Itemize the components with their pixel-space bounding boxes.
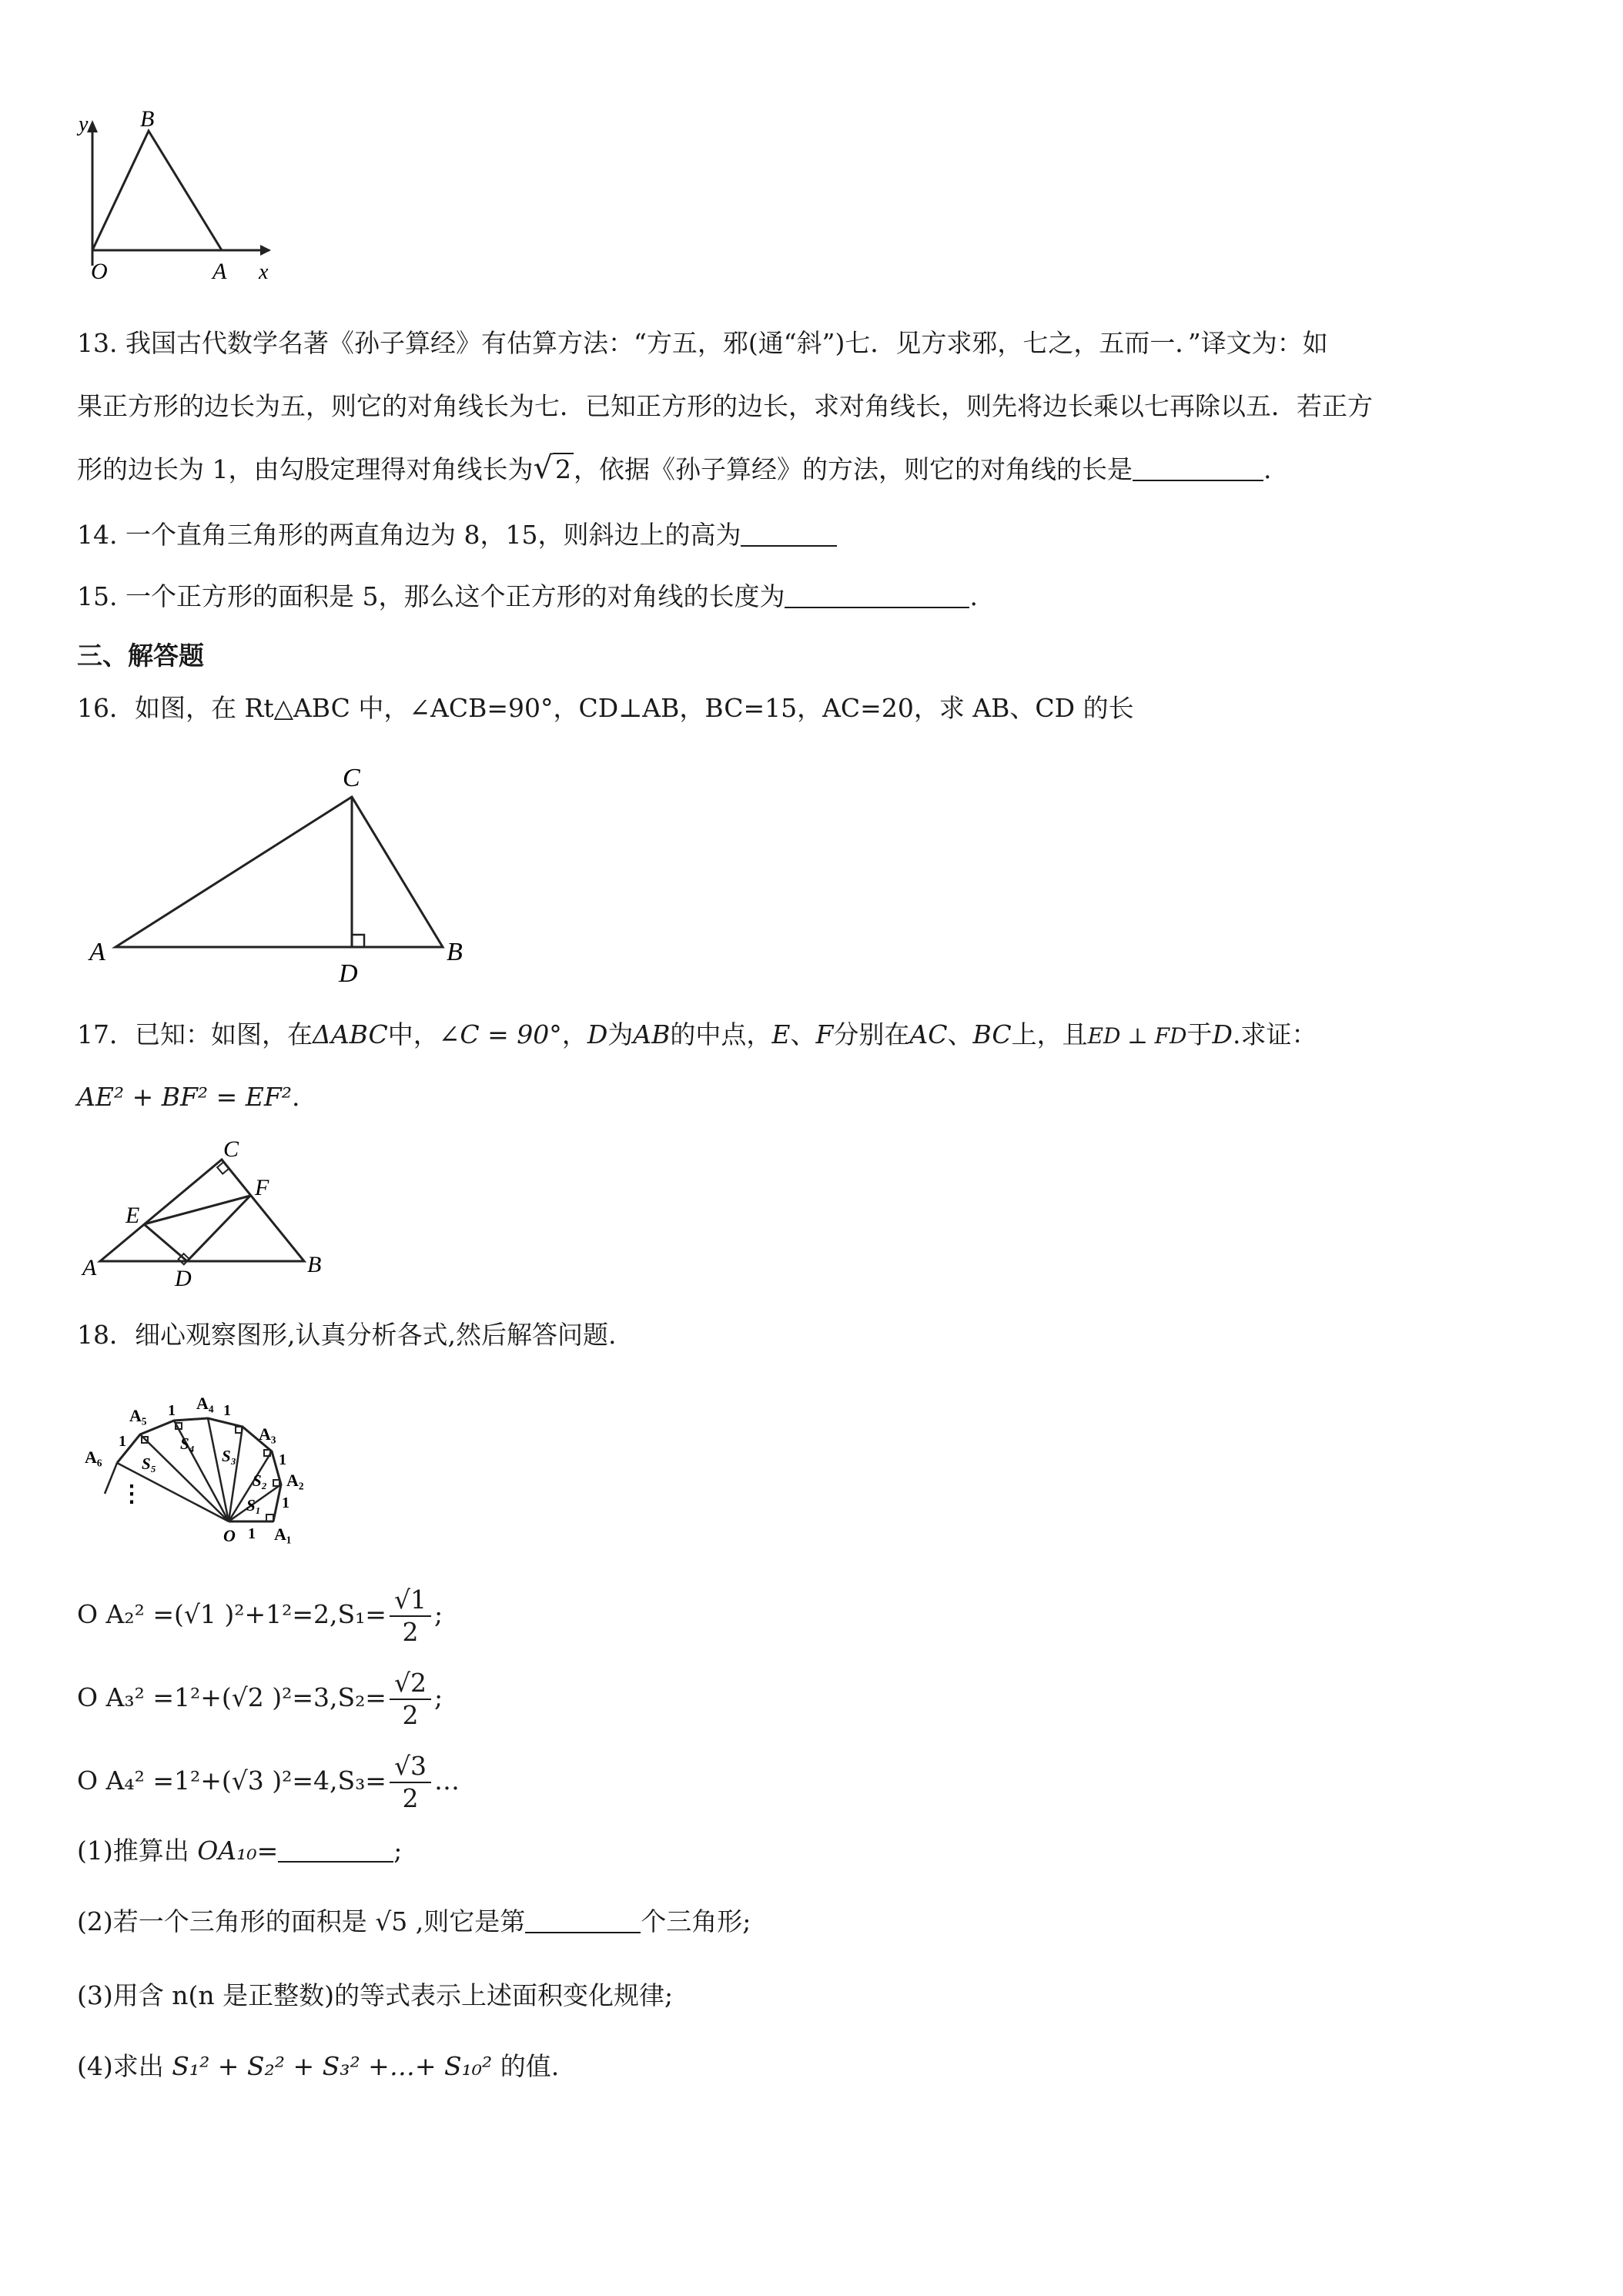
label-A3: A₃ — [259, 1424, 276, 1444]
q17-part: ， — [561, 1019, 587, 1049]
q18-eq2-fraction — [390, 1668, 431, 1731]
label-A6: A₆ — [85, 1448, 102, 1467]
q18-eq2 — [77, 1663, 443, 1732]
fraction-denominator: 2 — [402, 1783, 419, 1813]
fraction-denominator: 2 — [402, 1700, 419, 1730]
q18-eq3 — [77, 1746, 460, 1816]
label-S4: S₄ — [180, 1434, 196, 1453]
q18-eq1-fraction — [390, 1585, 431, 1648]
figure-q17-triangle — [81, 1140, 343, 1294]
q15-end: . — [969, 581, 978, 611]
label-one-a2a3: 1 — [279, 1451, 286, 1468]
label-B: B — [307, 1252, 322, 1277]
label-one-a5a6: 1 — [119, 1433, 126, 1450]
q15-text: 15. 一个正方形的面积是 5，那么这个正方形的对角线的长度为 — [77, 581, 785, 611]
figure-q16-triangle — [85, 758, 485, 989]
label-A: A — [89, 938, 105, 966]
q13-line3-part-a: 形的边长为 1，由勾股定理得对角线长为 — [77, 454, 534, 484]
q13-line2: 果正方形的边长为五，则它的对角线长为七．已知正方形的边长，求对角线长，则先将边长乘以七再除以五．若正方 — [77, 391, 1373, 421]
q15-answer-blank[interactable] — [785, 584, 969, 608]
q17-part: 分别在 — [833, 1019, 910, 1049]
label-A5: A₅ — [129, 1406, 147, 1425]
q17-part: 17．已知：如图，在 — [77, 1019, 313, 1049]
q18-sub4 — [77, 2050, 559, 2083]
q13-end: . — [1263, 454, 1272, 484]
label-S2: S₂ — [253, 1471, 268, 1490]
q17-part: 、 — [947, 1019, 973, 1049]
q18-eq2-lhs: O A₃² =1²+(√2 )²=3,S₂= — [77, 1682, 387, 1712]
q18-sub1-end: ; — [393, 1836, 403, 1866]
q17-proof — [77, 1080, 300, 1114]
q18-sub2 — [77, 1905, 751, 1939]
q18-sub1-term: OA₁₀ — [197, 1836, 257, 1866]
q18-sub3: (3)用含 n(n 是正整数)的等式表示上述面积变化规律; — [77, 1980, 674, 2010]
q18-eq3-fraction — [390, 1751, 431, 1814]
label-y: y — [79, 112, 89, 136]
label-S1: S₁ — [246, 1496, 262, 1514]
q17-proof-end: . — [292, 1082, 300, 1112]
q18-eq3-end: … — [434, 1766, 460, 1796]
q17-part: 中， — [387, 1019, 439, 1049]
q13-line1: 13. 我国古代数学名著《孙子算经》有估算方法：“方五，邪(通“斜”)七．见方求邪，七之，五而一．”译文为：如 — [77, 328, 1328, 358]
q17-part: 、 — [790, 1019, 816, 1049]
label-one-a4a5: 1 — [168, 1402, 176, 1419]
q18-eq1-lhs: O A₂² =(√1 )²+1²=2,S₁= — [77, 1599, 387, 1629]
q17-segment-BC: BC — [972, 1019, 1012, 1049]
q18-eq3-lhs: O A₄² =1²+(√3 )²=4,S₃= — [77, 1766, 387, 1796]
q17-point-D: D — [1212, 1019, 1233, 1049]
label-O: O — [223, 1526, 236, 1545]
q17-part: .求证： — [1232, 1019, 1317, 1049]
label-dots: ⋮ — [120, 1481, 143, 1507]
label-one-base: 1 — [248, 1525, 256, 1542]
label-E: E — [125, 1203, 140, 1228]
label-B: B — [447, 938, 463, 966]
label-A: A — [82, 1255, 97, 1280]
fraction-numerator: √2 — [390, 1668, 431, 1700]
sqrt-argument: 2 — [553, 453, 574, 484]
label-one-a1a2: 1 — [282, 1494, 289, 1511]
q17-point-F: F — [815, 1019, 834, 1049]
figure-q18-spiral — [77, 1378, 339, 1555]
label-S5: S₅ — [142, 1454, 157, 1473]
label-O: O — [91, 259, 108, 284]
q14-answer-blank[interactable] — [741, 522, 837, 547]
q18-sub4-text: (4)求出 — [77, 2051, 172, 2081]
q18-sub1-equals: = — [256, 1836, 279, 1866]
q18-sub4-text-end: 的值. — [492, 2051, 560, 2081]
q17-point-D: D — [587, 1019, 608, 1049]
q18-eq1-end: ; — [434, 1599, 443, 1629]
q18-eq1 — [77, 1580, 443, 1649]
q18-sub1-text: (1)推算出 — [77, 1836, 198, 1866]
q18-eq2-end: ; — [434, 1682, 443, 1712]
q17-segment-AB: AB — [633, 1019, 671, 1049]
label-A2: A₂ — [286, 1471, 304, 1490]
q15 — [77, 580, 978, 614]
label-F: F — [255, 1175, 269, 1200]
q17-segment-AC: AC — [909, 1019, 948, 1049]
fraction-denominator: 2 — [402, 1617, 419, 1647]
label-D: D — [339, 959, 358, 988]
q17-part: 于 — [1186, 1019, 1213, 1049]
q17-statement — [77, 1018, 1317, 1053]
q13-line3-part-b: ，依据《孙子算经》的方法，则它的对角线的长是 — [574, 454, 1133, 484]
label-D: D — [175, 1266, 192, 1291]
q16-text: 16．如图，在 Rt△ABC 中，∠ACB=90°，CD⊥AB，BC=15，AC=20，求 AB、CD 的长 — [77, 693, 1134, 723]
q18-sub2-text: (2)若一个三角形的面积是 √5 ,则它是第 — [77, 1906, 526, 1936]
q17-angle: ∠C = 90° — [438, 1019, 562, 1049]
label-S3: S₃ — [222, 1447, 237, 1465]
q18-sub4-sum: S₁² + S₂² + S₃² +…+ S₁₀² — [172, 2051, 493, 2081]
section-3-heading: 三、解答题 — [77, 641, 204, 671]
figure-coordinate-triangle — [69, 100, 285, 285]
q17-point-E: E — [771, 1019, 791, 1049]
label-C: C — [343, 764, 360, 792]
sqrt-symbol: √ — [533, 450, 553, 486]
fraction-numerator: √3 — [390, 1751, 431, 1783]
q17-perpendicular: ED ⊥ FD — [1087, 1023, 1187, 1049]
q18-sub2-text-end: 个三角形; — [641, 1906, 751, 1936]
label-x: x — [259, 260, 269, 284]
q18-sub1 — [77, 1834, 402, 1868]
label-A1: A₁ — [274, 1525, 292, 1544]
q13-line3 — [77, 451, 1272, 487]
q18-intro: 18．细心观察图形,认真分析各式,然后解答问题. — [77, 1320, 617, 1350]
label-C: C — [223, 1140, 239, 1162]
q17-part: 的中点， — [670, 1019, 772, 1049]
fraction-numerator: √1 — [390, 1585, 431, 1617]
label-one-a3a4: 1 — [223, 1402, 231, 1419]
q18-sub1-answer-blank[interactable] — [278, 1838, 393, 1863]
label-A4: A₄ — [196, 1394, 214, 1413]
q17-proof-equation: AE² + BF² = EF² — [77, 1082, 293, 1112]
q17-triangle: ΔABC — [313, 1019, 388, 1049]
label-B: B — [140, 106, 155, 132]
q17-part: 上，且 — [1011, 1019, 1088, 1049]
q18-sub2-answer-blank[interactable] — [525, 1909, 641, 1933]
q13-answer-blank[interactable] — [1133, 457, 1263, 481]
label-A: A — [212, 259, 227, 284]
q14 — [77, 518, 837, 552]
q17-part: 为 — [607, 1019, 634, 1049]
q14-text: 14. 一个直角三角形的两直角边为 8，15，则斜边上的高为 — [77, 520, 741, 550]
